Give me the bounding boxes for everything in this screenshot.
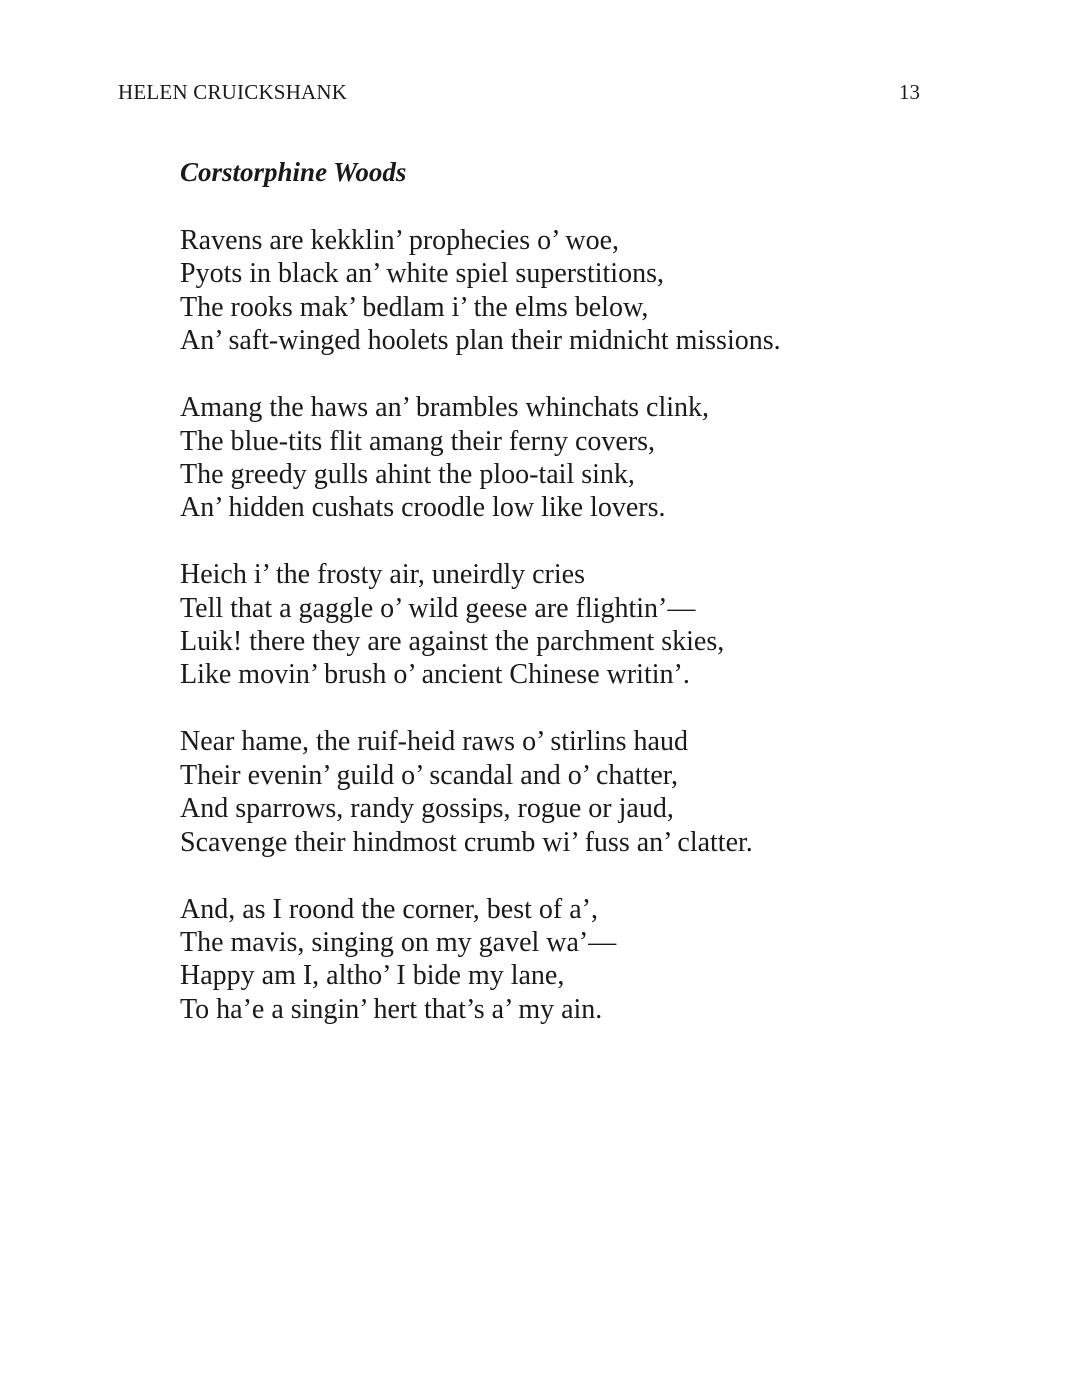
poem-line: Heich i’ the frosty air, uneirdly cries	[180, 559, 585, 591]
stanza-3	[180, 558, 980, 692]
stanza-2	[180, 391, 980, 525]
poem-line: Scavenge their hindmost crumb wi’ fuss an’ clatter.	[180, 826, 753, 858]
poem-line: Amang the haws an’ brambles whinchats clink,	[180, 392, 710, 424]
poem-line: Near hame, the ruif-heid raws o’ stirlins haud	[180, 726, 688, 758]
poem	[180, 154, 980, 1060]
poem-line: Pyots in black an’ white spiel superstitions,	[180, 258, 664, 290]
poem-line: The greedy gulls ahint the ploo-tail sink,	[180, 458, 635, 490]
poem-line: To ha’e a singin’ hert that’s a’ my ain.	[180, 993, 603, 1025]
poem-line: Tell that a gaggle o’ wild geese are flightin’—	[180, 592, 696, 624]
poem-title: Corstorphine Woods	[180, 157, 407, 187]
page-number: 13	[899, 80, 920, 104]
poem-line: The rooks mak’ bedlam i’ the elms below,	[180, 291, 649, 323]
poem-line: Their evenin’ guild o’ scandal and o’ chatter,	[180, 759, 678, 791]
poem-line: And, as I roond the corner, best of a’,	[180, 893, 598, 925]
poem-line: Happy am I, altho’ I bide my lane,	[180, 960, 565, 992]
poem-line: Ravens are kekklin’ prophecies o’ woe,	[180, 225, 620, 256]
poem-line: Like movin’ brush o’ ancient Chinese writin’.	[180, 659, 690, 691]
poem-line: An’ hidden cushats croodle low like lovers.	[180, 492, 666, 524]
stanza-4	[180, 725, 980, 859]
poem-line: The blue-tits flit amang their ferny covers,	[180, 425, 656, 457]
poem-line: An’ saft-winged hoolets plan their midnicht missions.	[180, 325, 781, 357]
running-header-author: HELEN CRUICKSHANK	[118, 80, 348, 104]
poem-line: And sparrows, randy gossips, rogue or jaud,	[180, 793, 674, 825]
stanza-1	[180, 224, 980, 358]
poem-line: The mavis, singing on my gavel wa’—	[180, 926, 617, 958]
stanza-5	[180, 893, 980, 1027]
poem-line: Luik! there they are against the parchment skies,	[180, 626, 725, 658]
